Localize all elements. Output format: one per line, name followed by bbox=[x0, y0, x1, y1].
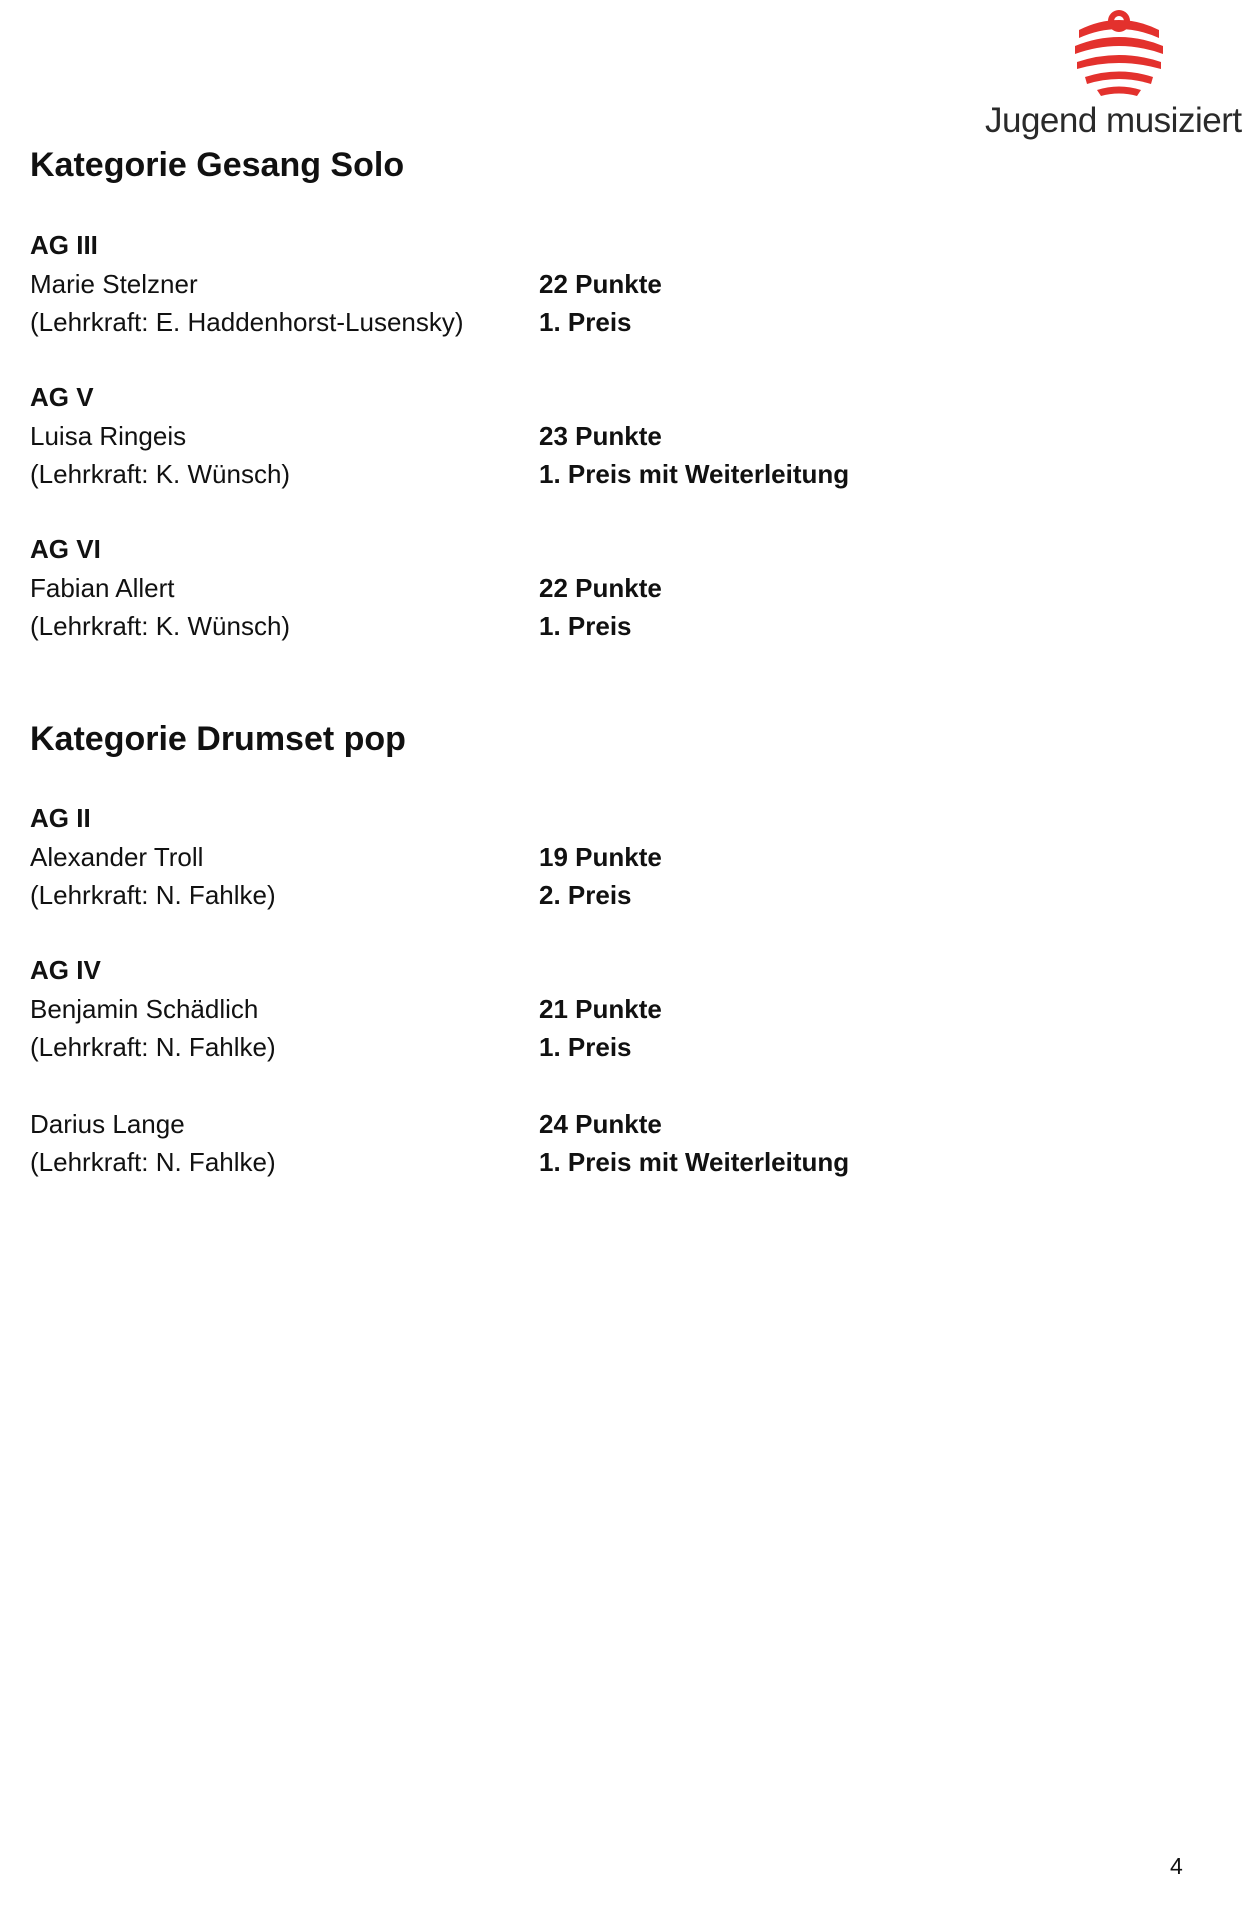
points: 22 Punkte bbox=[539, 269, 662, 299]
age-group-label: AG V bbox=[30, 382, 94, 412]
participant-entry bbox=[30, 838, 1130, 914]
age-group-label: AG IV bbox=[30, 955, 101, 985]
points: 21 Punkte bbox=[539, 994, 662, 1024]
prize: 1. Preis mit Weiterleitung bbox=[539, 1147, 850, 1177]
teacher-name: (Lehrkraft: K. Wünsch) bbox=[30, 611, 291, 641]
prize: 1. Preis bbox=[539, 307, 632, 337]
participant-entry bbox=[30, 417, 1130, 493]
category-heading: Kategorie Gesang Solo bbox=[30, 146, 405, 184]
prize: 1. Preis mit Weiterleitung bbox=[539, 459, 850, 489]
participant-name: Marie Stelzner bbox=[30, 269, 198, 299]
jugend-musiziert-logo bbox=[985, 6, 1255, 146]
teacher-name: (Lehrkraft: E. Haddenhorst-Lusensky) bbox=[30, 307, 464, 337]
participant-entry bbox=[30, 265, 1130, 341]
participant-entry bbox=[30, 990, 1130, 1066]
points: 22 Punkte bbox=[539, 573, 662, 603]
prize: 2. Preis bbox=[539, 880, 632, 910]
participant-name: Luisa Ringeis bbox=[30, 421, 187, 451]
points: 23 Punkte bbox=[539, 421, 662, 451]
participant-name: Benjamin Schädlich bbox=[30, 994, 259, 1024]
points: 19 Punkte bbox=[539, 842, 662, 872]
participant-name: Darius Lange bbox=[30, 1109, 185, 1139]
participant-entry bbox=[30, 1105, 1130, 1181]
prize: 1. Preis bbox=[539, 1032, 632, 1062]
age-group-label: AG II bbox=[30, 803, 91, 833]
logo-mark-icon bbox=[1067, 6, 1167, 98]
participant-name: Alexander Troll bbox=[30, 842, 204, 872]
logo-text: Jugend musiziert bbox=[985, 101, 1242, 140]
teacher-name: (Lehrkraft: N. Fahlke) bbox=[30, 1032, 276, 1062]
age-group-label: AG III bbox=[30, 230, 98, 260]
teacher-name: (Lehrkraft: N. Fahlke) bbox=[30, 880, 276, 910]
points: 24 Punkte bbox=[539, 1109, 662, 1139]
participant-name: Fabian Allert bbox=[30, 573, 175, 603]
participant-entry bbox=[30, 569, 1130, 645]
prize: 1. Preis bbox=[539, 611, 632, 641]
teacher-name: (Lehrkraft: K. Wünsch) bbox=[30, 459, 291, 489]
age-group-label: AG VI bbox=[30, 534, 101, 564]
page-number: 4 bbox=[1170, 1853, 1183, 1879]
category-heading: Kategorie Drumset pop bbox=[30, 720, 406, 758]
teacher-name: (Lehrkraft: N. Fahlke) bbox=[30, 1147, 276, 1177]
